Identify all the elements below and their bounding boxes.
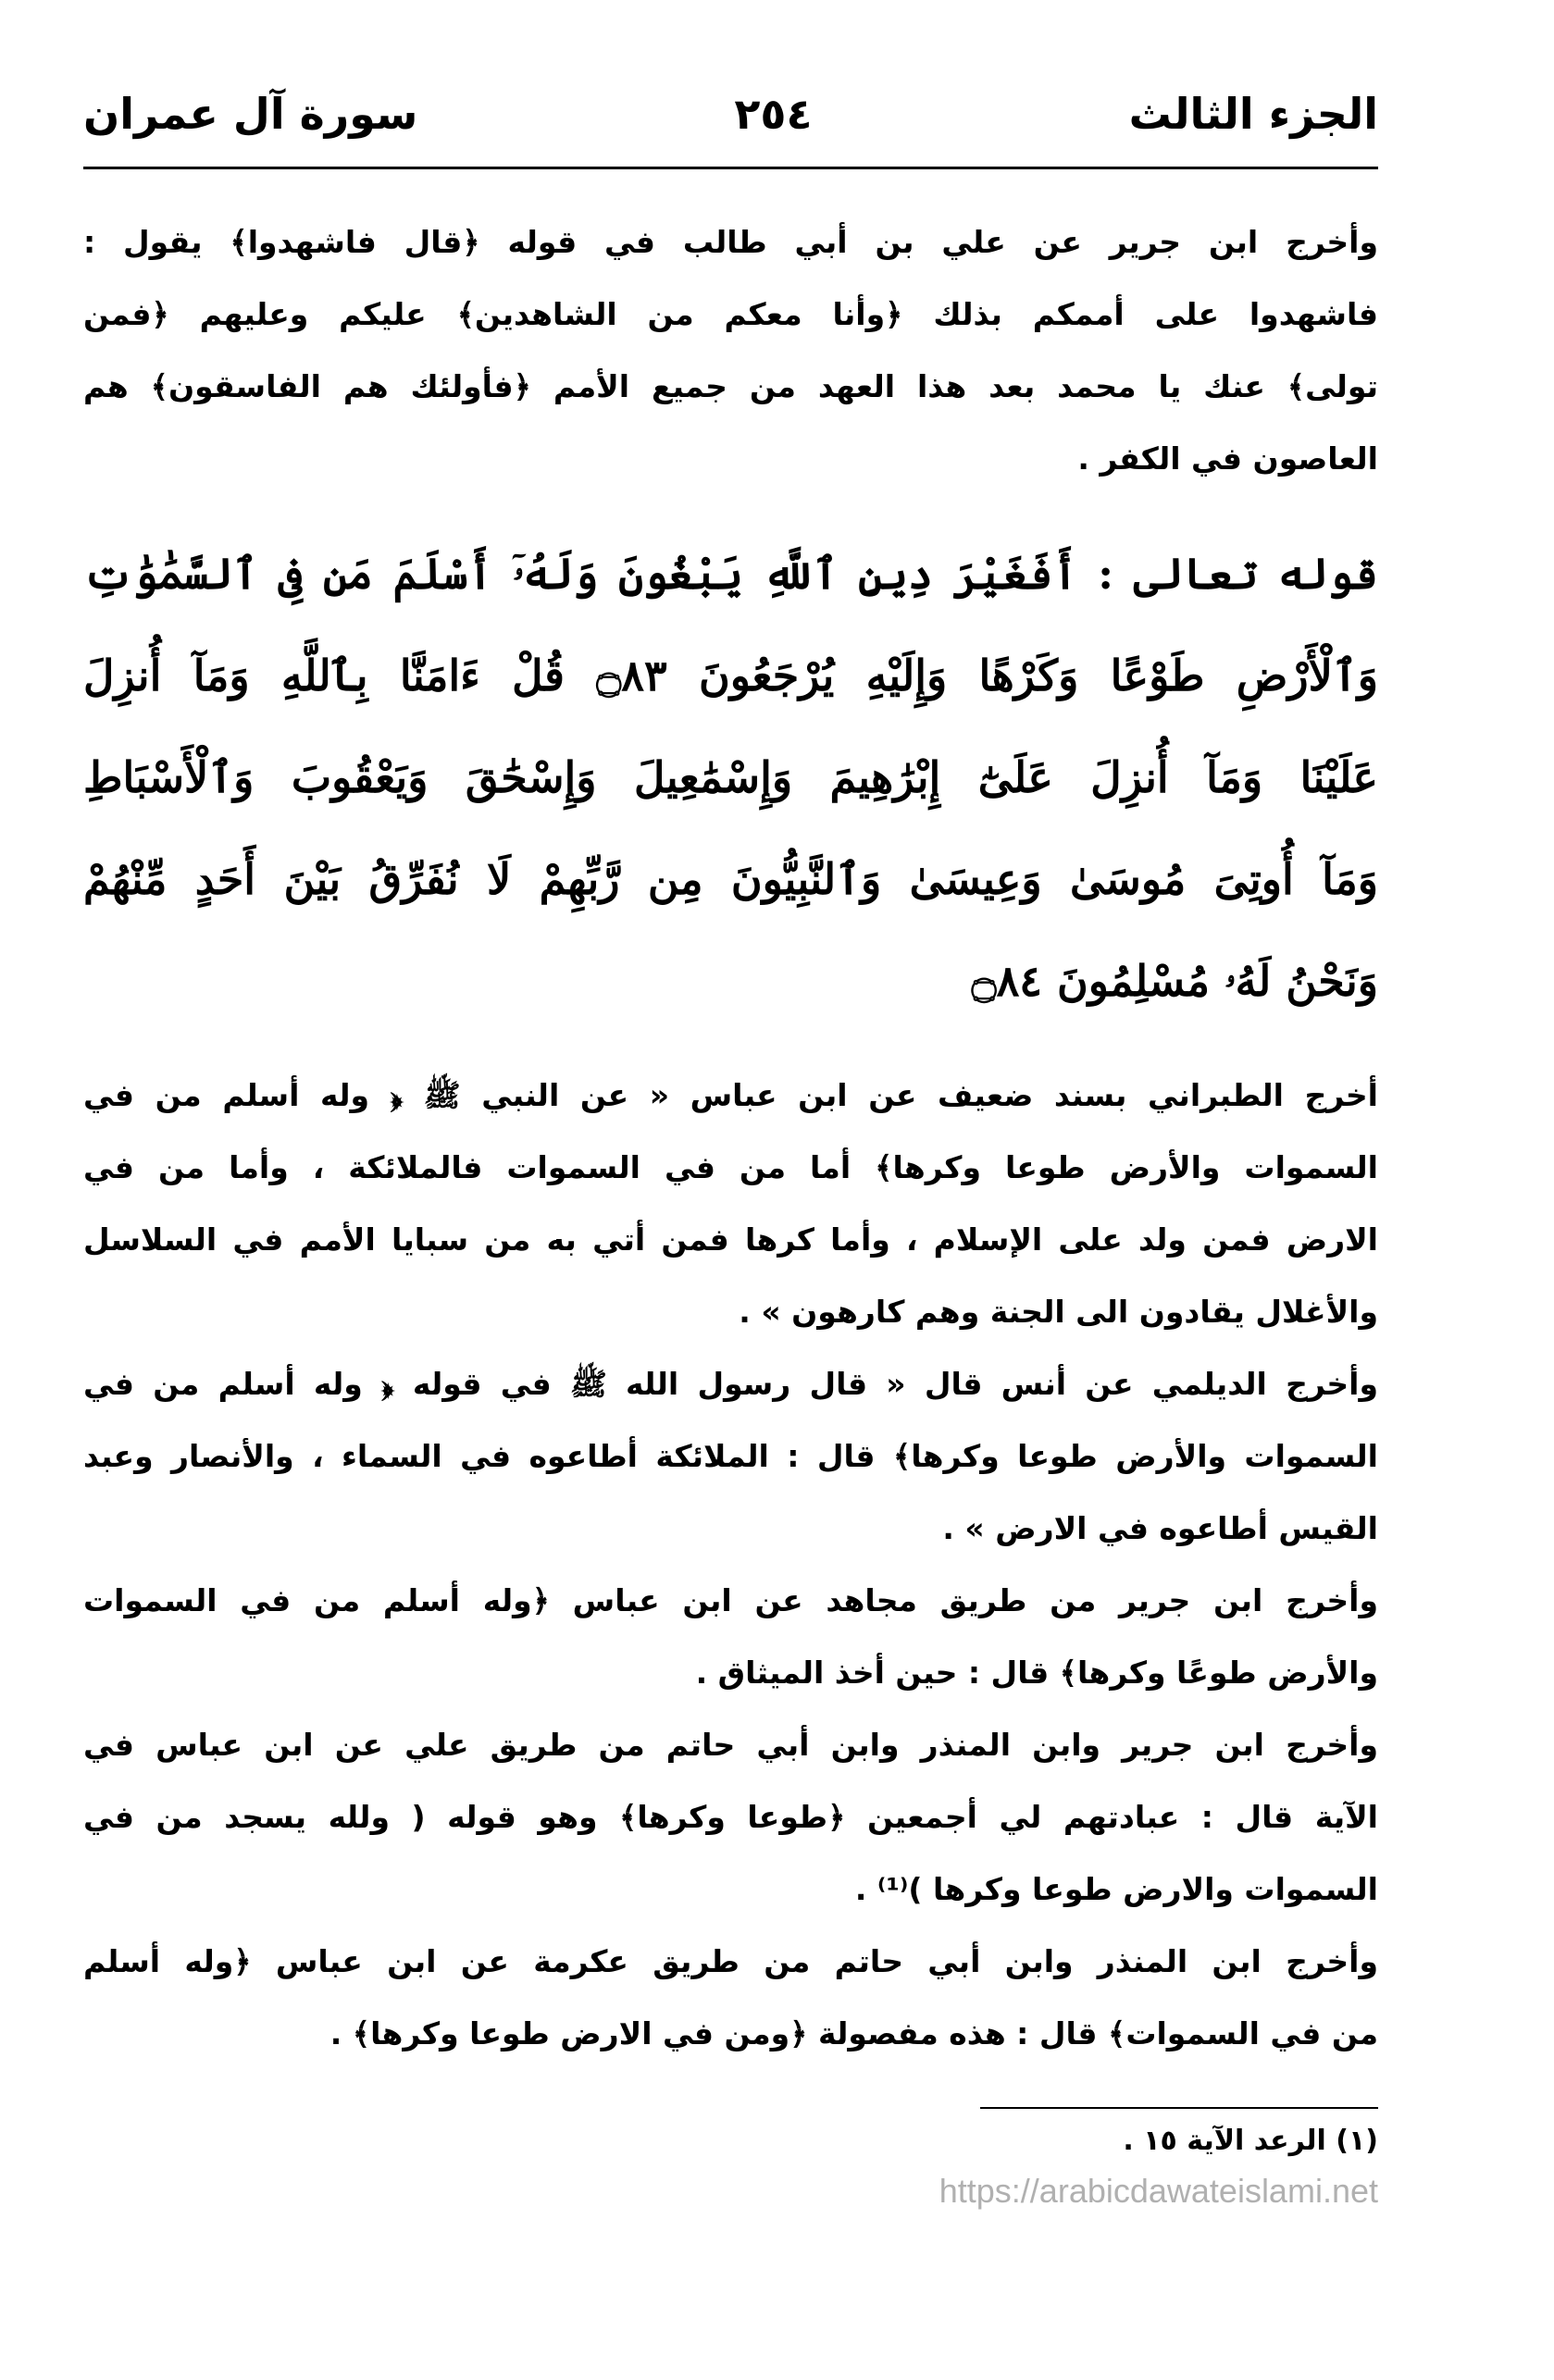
para2-section: [83, 1060, 1378, 2070]
para2-line: وأخرج الديلمي عن أنس قال « قال رسول الله ﷺ في قوله ﴿ وله أسلم من في: [83, 1366, 1378, 1402]
para2-line: السموات والأرض طوعا وكرها﴾ قال : الملائكة أطاعوه في السماء ، والأنصار وعبد: [83, 1438, 1378, 1474]
verse-line: وَنَحْنُ لَهُۥ مُسْلِمُونَ ۝٨٤: [971, 956, 1378, 1006]
verse-section: [83, 523, 1378, 1032]
para1-line: العاصون في الكفر .: [1077, 440, 1378, 477]
verse-line: قوله تعالى : أَفَغَيْرَ دِينِ ٱللَّهِ يَبْغُونَ وَلَهُۥٓ أَسْلَمَ مَن فِى ٱلسَّمَٰوَٰتِ: [83, 549, 1378, 599]
footnote-rule: [980, 2107, 1378, 2109]
para2-line: وأخرج ابن جرير من طريق مجاهد عن ابن عباس ﴿وله أسلم من في السموات: [83, 1582, 1378, 1618]
para1-line: تولى﴾ عنك يا محمد بعد هذا العهد من جميع الأمم ﴿فأولئك هم الفاسقون﴾ هم: [83, 368, 1378, 404]
header-part: الجزء الثالث: [1128, 89, 1378, 139]
para2-line: من في السموات﴾ قال : هذه مفصولة ﴿ومن في الارض طوعا وكرها﴾ .: [329, 2015, 1378, 2052]
para2-line: السموات والارض طوعا وكرها )⁽¹⁾ .: [854, 1871, 1378, 1907]
verse-line: وَٱلْأَرْضِ طَوْعًا وَكَرْهًا وَإِلَيْهِ يُرْجَعُونَ ۝٨٣ قُلْ ءَامَنَّا بِٱللَّهِ وَمَآ أُنزِلَ: [83, 651, 1378, 700]
para2-line: وأخرج ابن المنذر وابن أبي حاتم من طريق عكرمة عن ابن عباس ﴿وله أسلم: [83, 1943, 1378, 1979]
para2-line: والأرض طوعًا وكرها﴾ قال : حين أخذ الميثاق .: [695, 1655, 1378, 1691]
page-number: ٢٥٤: [734, 89, 813, 139]
para1-section: [83, 206, 1378, 495]
page-body: [83, 206, 1378, 2070]
para1-line: فاشهدوا على أممكم بذلك ﴿وأنا معكم من الشاهدين﴾ عليكم وعليهم ﴿فمن: [83, 296, 1378, 332]
para2-line: السموات والأرض طوعا وكرها﴾ أما من في السموات فالملائكة ، وأما من في: [83, 1149, 1378, 1185]
para2-line: الارض فمن ولد على الإسلام ، وأما كرها فمن أتي به من سبايا الأمم في السلاسل: [83, 1221, 1378, 1258]
para2-line: القيس أطاعوه في الارض » .: [942, 1510, 1378, 1546]
watermark: https://arabicdawateislami.net: [939, 2172, 1378, 2210]
verse-line: عَلَيْنَا وَمَآ أُنزِلَ عَلَىٰٓ إِبْرَٰهِيمَ وَإِسْمَٰعِيلَ وَإِسْحَٰقَ وَيَعْقُوبَ وَٱلْأَسْبَاطِ: [83, 752, 1378, 802]
running-header: [83, 81, 1378, 146]
para2-line: أخرج الطبراني بسند ضعيف عن ابن عباس « عن النبي ﷺ ﴿ وله أسلم من في: [83, 1077, 1378, 1113]
para2-line: والأغلال يقادون الى الجنة وهم كارهون » .: [739, 1294, 1378, 1330]
footnote: (١) الرعد الآية ١٥ .: [1123, 2125, 1378, 2157]
verse-line: وَمَآ أُوتِىَ مُوسَىٰ وَعِيسَىٰ وَٱلنَّبِيُّونَ مِن رَّبِّهِمْ لَا نُفَرِّقُ بَيْنَ أَحَدٍ مِّنْهُمْ: [83, 854, 1378, 904]
para2-line: الآية قال : عبادتهم لي أجمعين ﴿طوعا وكرها﴾ وهو قوله ( ولله يسجد من في: [83, 1799, 1378, 1835]
header-rule: [83, 167, 1378, 169]
para1-line: وأخرج ابن جرير عن علي بن أبي طالب في قوله ﴿قال فاشهدوا﴾ يقول :: [83, 224, 1378, 260]
header-surah: سورة آل عمران: [83, 89, 418, 139]
para2-line: وأخرج ابن جرير وابن المنذر وابن أبي حاتم من طريق علي عن ابن عباس في: [83, 1727, 1378, 1763]
